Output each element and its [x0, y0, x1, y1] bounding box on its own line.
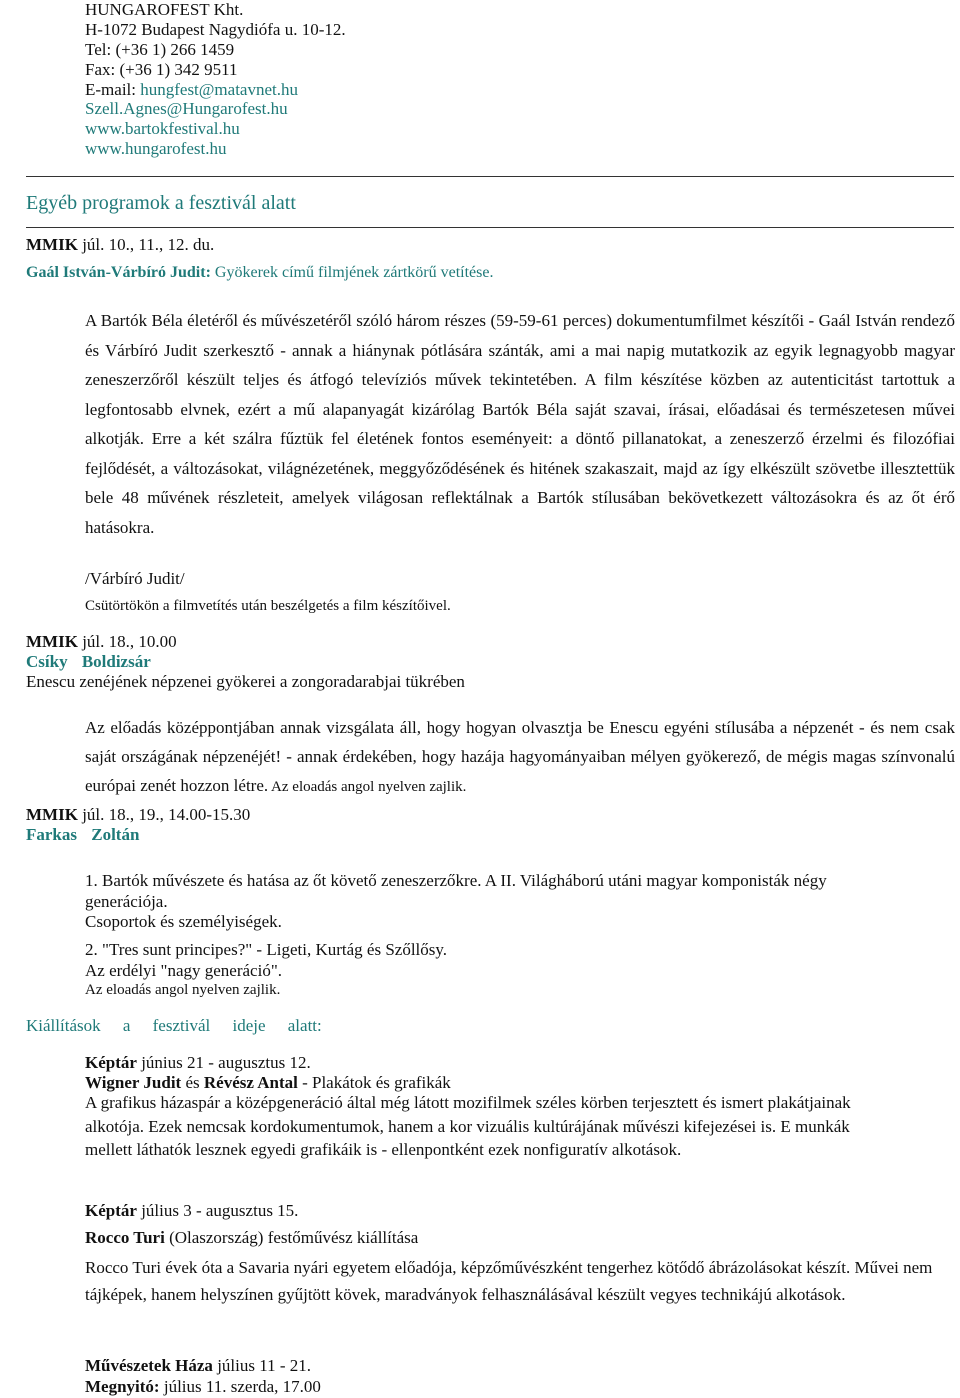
exhibit1-description: A grafikus házaspár a középgeneráció által még látott mozifilmek széles körben terjesztett és ismert plakátjainak alkotója. Ezek nemcsak kordokumentumok, hanem a kor vizuális kultúrájának művészi kifejezései is. E munkák mellett láthatók lesznek egyedi grafikáik is - ellenpontként ezek nonfiguratív alkotások.	[85, 1093, 851, 1159]
exhibit1-artist1: Wigner Judit	[85, 1073, 182, 1092]
exhibit3-date: július 11 - 21.	[212, 1356, 312, 1375]
exhibit1-venue: Képtár	[85, 1053, 137, 1072]
exhibit3-date-line	[85, 1356, 311, 1376]
divider	[26, 176, 954, 177]
event2-description: Az előadás középpontjában annak vizsgálata áll, hogy hogyan olvasztja be Enescu egyéni stílusába a népzenét - és nem csak saját országának népzenéjét! - annak érdekében, hogy hazája hagyományaiban mélyen gyökerező, de mégis magas színvonalú európai zenét hozzon létre.	[85, 718, 955, 795]
event3-date-line	[26, 805, 250, 825]
event2-venue: MMIK	[26, 632, 78, 651]
event2-date: júl. 18., 10.00	[77, 632, 177, 651]
exhibit2-date-line	[85, 1201, 298, 1221]
exhibit1-artist2: Révész Antal	[203, 1073, 298, 1092]
section-heading-exhibitions: Kiállítások a fesztivál ideje alatt:	[26, 1016, 322, 1035]
exhibit1-date-line	[85, 1053, 311, 1073]
event3-item1-line2: generációja.	[85, 892, 168, 911]
exhibit2-artist: Rocco Turi	[85, 1228, 165, 1247]
email-link-2[interactable]: Szell.Agnes@Hungarofest.hu	[85, 99, 288, 118]
exhibit3-opening-label: Megnyitó:	[85, 1377, 160, 1396]
email-line	[85, 80, 298, 100]
event1-title-line	[26, 263, 493, 283]
event1-description: A Bartók Béla életéről és művészetéről szóló három részes (59-59-61 perces) dokumentumfilmet készítői - Gaál István rendező és Várbíró Judit szerkesztő - annak a hiánynak pótlására szánták, ami a mai napig mutatkozik az egyik legnagyobb magyar zeneszerzőről készült teljes és átfogó televíziós művek tekintetében. A film készítése közben az autenticitást tartottuk a legfontosabb elvnek, ezért a mű alapanyagát kizárólag Bartók Béla saját szavai, írásai, előadásai és természetesen művei alkotják. Erre a két szálra fűztük fel életének fontos eseményeit: a döntő pillanatokat, a zeneszerző érzelmi és filozófiai fejlődését, a változásokat, világnézetének, meggyőződésének és hitének szakaszait, majd az így elkészült szövetbe illesztettük bele 48 művének részleteit, amelyek világosan reflektálnak a Bartók stílusában bekövetkezett változásokra és az őt érő hatásokra.	[85, 311, 955, 537]
exhibit1-subtitle: - Plakátok és grafikák	[297, 1073, 451, 1092]
exhibit2-subtitle: (Olaszország) festőművész kiállítása	[164, 1228, 419, 1247]
event3-date: júl. 18., 19., 14.00-15.30	[77, 805, 251, 824]
exhibit2-venue: Képtár	[85, 1201, 137, 1220]
event3-speaker: Farkas Zoltán	[26, 825, 140, 844]
event3-item2-line2: Az erdélyi "nagy generáció".	[85, 961, 283, 980]
event3-venue: MMIK	[26, 805, 78, 824]
exhibit3-venue: Művészetek Háza	[85, 1356, 213, 1375]
divider	[26, 227, 954, 228]
event2-date-line	[26, 632, 177, 652]
telephone: Tel: (+36 1) 266 1459	[85, 40, 235, 59]
exhibit3-opening-line	[85, 1377, 321, 1397]
event1-title-rest: Gyökerek című filmjének zártkörű vetítése.	[210, 264, 494, 281]
event1-title-bold: Gaál István-Várbíró Judit:	[26, 264, 211, 281]
event2-title: Enescu zenéjének népzenei gyökerei a zongoradarabjai tükrében	[26, 672, 465, 691]
exhibit2-title-line	[85, 1228, 418, 1248]
exhibit1-date: június 21 - augusztus 12.	[136, 1053, 311, 1072]
org-name: HUNGAROFEST Kht.	[85, 0, 244, 19]
email-label: E-mail:	[85, 80, 141, 99]
exhibit2-date: július 3 - augusztus 15.	[136, 1201, 299, 1220]
fax: Fax: (+36 1) 342 9511	[85, 60, 238, 79]
section-heading-programs: Egyéb programok a fesztivál alatt	[26, 192, 296, 214]
event3-item1-line1: 1. Bartók művészete és hatása az őt követő zeneszerzőkre. A II. Világháború utáni magyar komponisták négy	[85, 871, 827, 890]
exhibit2-description: Rocco Turi évek óta a Savaria nyári egyetem előadója, képzőművészként tengerhez kötődő ábrázolásokat készít. Művei nem tájképek, hanem helyszínen gyűjtött kövek, maradványok felhasználásával készült vegyes technikájú alkotások.	[85, 1258, 933, 1304]
event1-note: Csütörtökön a filmvetítés után beszélgetés a film készítőivel.	[85, 598, 451, 614]
event3-item1-line3: Csoportok és személyiségek.	[85, 912, 282, 931]
event1-date-line	[26, 235, 214, 255]
email-link-1[interactable]: hungfest@matavnet.hu	[140, 80, 298, 99]
event2-note: Az eloadás angol nyelven zajlik.	[268, 779, 467, 795]
website-link-1[interactable]: www.bartokfestival.hu	[85, 119, 240, 138]
exhibit1-title-line	[85, 1073, 451, 1093]
event3-note: Az eloadás angol nyelven zajlik.	[85, 982, 281, 998]
event2-description-block	[85, 713, 955, 802]
event1-date: júl. 10., 11., 12. du.	[77, 235, 215, 254]
event2-speaker: Csíky Boldizsár	[26, 652, 151, 671]
event1-venue: MMIK	[26, 235, 78, 254]
event3-item2-line1: 2. "Tres sunt principes?" - Ligeti, Kurtág és Szőllősy.	[85, 940, 448, 959]
exhibit3-opening: július 11. szerda, 17.00	[159, 1377, 321, 1396]
address: H-1072 Budapest Nagydiófa u. 10-12.	[85, 20, 346, 39]
event1-signature: /Várbíró Judit/	[85, 569, 185, 588]
exhibit1-and: és	[181, 1073, 204, 1092]
website-link-2[interactable]: www.hungarofest.hu	[85, 139, 227, 158]
